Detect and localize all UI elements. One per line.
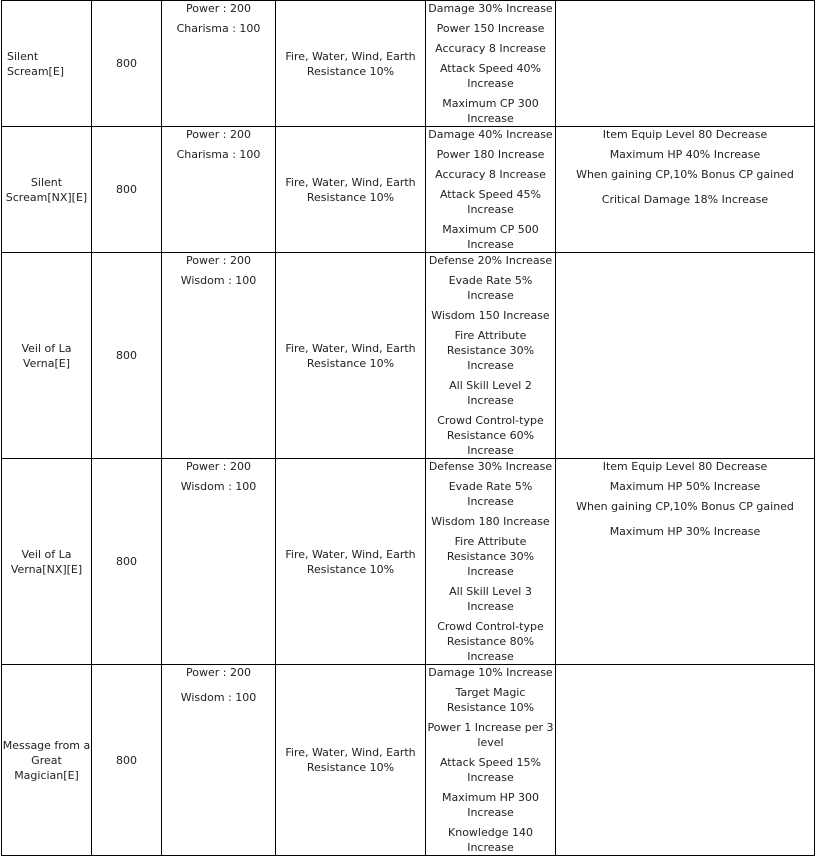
stat-line: Charisma : 100	[176, 148, 261, 161]
effect-line: Crowd Control-type Resistance 80% Increase	[437, 620, 544, 663]
effect-line: Wisdom 180 Increase	[431, 515, 550, 528]
resistance-text: Fire, Water, Wind, Earth Resistance 10%	[285, 547, 416, 576]
item-level: 800	[116, 183, 137, 196]
table-row	[2, 459, 815, 665]
resistance-text: Fire, Water, Wind, Earth Resistance 10%	[285, 175, 416, 204]
effects-cell	[426, 459, 556, 665]
stat-line: Power : 200	[186, 666, 251, 679]
level-cell	[92, 253, 162, 459]
effect-line: Maximum HP 300 Increase	[441, 791, 540, 819]
item-level: 800	[116, 57, 137, 70]
stats-cell	[162, 127, 276, 253]
effect-line: Knowledge 140 Increase	[448, 826, 533, 854]
item-level: 800	[116, 555, 137, 568]
effect-line: Accuracy 8 Increase	[435, 168, 546, 181]
stats-cell	[162, 665, 276, 856]
item-name-cell	[2, 253, 92, 459]
effect-line: Accuracy 8 Increase	[435, 42, 546, 55]
item-level: 800	[116, 349, 137, 362]
effect-line: All Skill Level 3 Increase	[449, 585, 532, 613]
resistance-cell	[276, 665, 426, 856]
nx-effects-cell	[556, 459, 815, 665]
effects-cell	[426, 127, 556, 253]
table-row	[2, 127, 815, 253]
effect-line: Wisdom 150 Increase	[431, 309, 550, 322]
resistance-cell	[276, 1, 426, 127]
stat-line: Wisdom : 100	[180, 691, 257, 704]
effect-line: Defense 30% Increase	[428, 460, 553, 473]
effect-line: Attack Speed 45% Increase	[439, 188, 542, 216]
level-cell	[92, 459, 162, 665]
stats-cell	[162, 1, 276, 127]
effect-line: Evade Rate 5% Increase	[448, 480, 533, 508]
resistance-cell	[276, 127, 426, 253]
nx-effect-line: When gaining CP,10% Bonus CP gained	[576, 500, 794, 513]
nx-effects-cell	[556, 253, 815, 459]
resistance-text: Fire, Water, Wind, Earth Resistance 10%	[285, 49, 416, 78]
stat-line: Power : 200	[186, 460, 251, 473]
table-row	[2, 253, 815, 459]
table-row	[2, 1, 815, 127]
effect-line: Defense 20% Increase	[428, 254, 553, 267]
effect-line: Crowd Control-type Resistance 60% Increase	[437, 414, 544, 457]
effect-line: Fire Attribute Resistance 30% Increase	[446, 535, 535, 578]
effect-line: Target Magic Resistance 10%	[446, 686, 535, 714]
stat-line: Power : 200	[186, 254, 251, 267]
effect-line: Evade Rate 5% Increase	[448, 274, 533, 302]
nx-effects-cell	[556, 665, 815, 856]
stat-line: Power : 200	[186, 128, 251, 141]
nx-effect-line: Maximum HP 50% Increase	[609, 480, 761, 493]
level-cell	[92, 127, 162, 253]
item-name: Veil of La Verna[NX][E]	[10, 547, 83, 576]
item-name-cell	[2, 459, 92, 665]
effects-cell	[426, 665, 556, 856]
stat-line: Wisdom : 100	[180, 274, 257, 287]
level-cell	[92, 1, 162, 127]
effects-cell	[426, 1, 556, 127]
item-name: Message from a Great Magician[E]	[2, 738, 91, 782]
item-level: 800	[116, 753, 137, 767]
nx-effect-line: Item Equip Level 80 Decrease	[602, 128, 768, 141]
stat-line: Wisdom : 100	[180, 480, 257, 493]
nx-effects-cell	[556, 1, 815, 127]
effect-line: Attack Speed 40% Increase	[439, 62, 542, 90]
nx-effects-cell	[556, 127, 815, 253]
resistance-text: Fire, Water, Wind, Earth Resistance 10%	[285, 341, 416, 370]
effect-line: Fire Attribute Resistance 30% Increase	[446, 329, 535, 372]
stat-line: Power : 200	[186, 2, 251, 15]
effect-line: Maximum CP 500 Increase	[442, 223, 539, 251]
stat-line: Charisma : 100	[176, 22, 261, 35]
effect-line: Power 180 Increase	[436, 148, 545, 161]
effect-line: Damage 10% Increase	[428, 666, 553, 679]
item-effects-table	[1, 0, 815, 856]
effect-line: Attack Speed 15% Increase	[439, 756, 542, 784]
resistance-cell	[276, 459, 426, 665]
nx-effect-line: When gaining CP,10% Bonus CP gained	[576, 168, 794, 181]
nx-effect-line: Maximum HP 30% Increase	[609, 525, 761, 538]
item-name-cell	[2, 665, 92, 856]
effect-line: All Skill Level 2 Increase	[449, 379, 532, 407]
effect-line: Power 1 Increase per 3 level	[427, 721, 554, 749]
item-name: Silent Scream[E]	[7, 49, 65, 78]
effect-line: Damage 30% Increase	[428, 2, 553, 15]
nx-effect-line: Item Equip Level 80 Decrease	[602, 460, 768, 473]
effect-line: Power 150 Increase	[436, 22, 545, 35]
resistance-text: Fire, Water, Wind, Earth Resistance 10%	[285, 746, 416, 774]
table-row	[2, 665, 815, 856]
item-name-cell	[2, 1, 92, 127]
effects-cell	[426, 253, 556, 459]
stats-cell	[162, 253, 276, 459]
item-name: Silent Scream[NX][E]	[5, 175, 88, 204]
item-name: Veil of La Verna[E]	[21, 341, 72, 370]
effect-line: Damage 40% Increase	[428, 128, 553, 141]
stats-cell	[162, 459, 276, 665]
item-name-cell	[2, 127, 92, 253]
nx-effect-line: Critical Damage 18% Increase	[601, 193, 769, 206]
nx-effect-line: Maximum HP 40% Increase	[609, 148, 761, 161]
resistance-cell	[276, 253, 426, 459]
effect-line: Maximum CP 300 Increase	[442, 97, 539, 125]
level-cell	[92, 665, 162, 856]
